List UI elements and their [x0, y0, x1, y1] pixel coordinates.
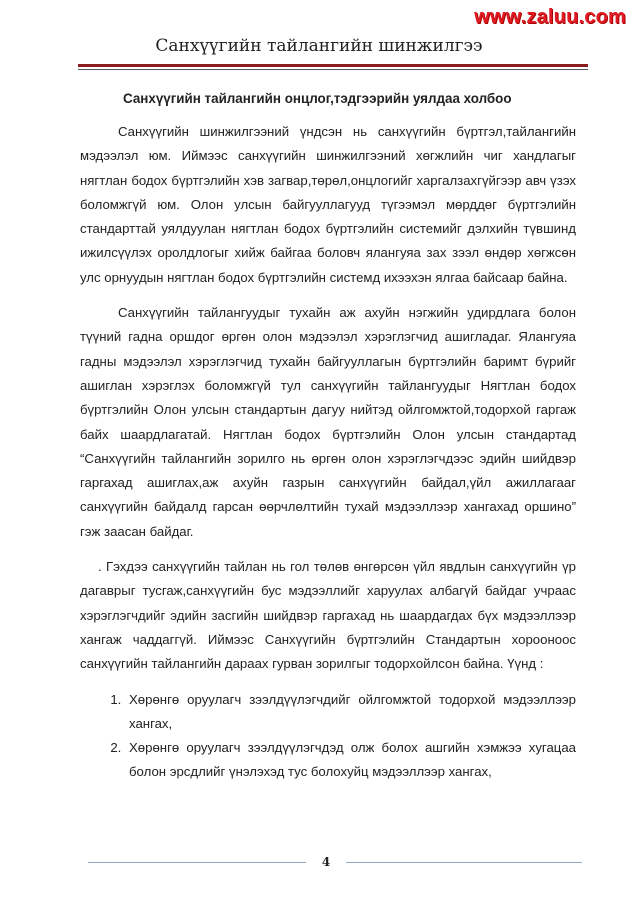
- page-number: 4: [321, 855, 331, 869]
- header-rule-thick: [78, 64, 588, 67]
- section-heading: Санхүүгийн тайлангийн онцлог,тэдгээрийн уялдаа холбоо: [123, 91, 512, 106]
- list-item: 2. Хөрөнгө оруулагч зээлдүүлэгчдэд олж болох ашгийн хэмжээ хугацаа болон эрсдлийг үнэлэхэд тус болохуйц мэдээллээр хангах,: [125, 736, 576, 785]
- list-item: 1. Хөрөнгө оруулагч зээлдүүлэгчдийг ойлгомжтой тодорхой мэдээллээр хангах,: [125, 688, 576, 737]
- header-rule-thin: [78, 69, 588, 70]
- footer-rule-right: [346, 862, 582, 863]
- page-header-title: Санхүүгийн тайлангийн шинжилгээ: [155, 36, 483, 56]
- paragraph-2: Санхүүгийн тайлангуудыг тухайн аж ахуйн нэгжийн удирдлага болон түүний гадна оршдог өргөн олон мэдээлэл хэрэглэгчид ашигладаг. Ялангуяа гадны мэдээлэл хэрэглэгчид тухайн байгууллагын бүртгэлийн баримт бүрийг ашиглан хэрэглэх боломжгүй тул санхүүгийн тайлангуудыг Нягтлан бодох бүртгэлийн Олон улсын стандартын дагуу нийтэд ойлгомжтой,тодорхой гаргаж байх шаардлагатай. Нягтлан бодох бүртгэлийн Олон улсын стандартад “Санхүүгийн тайлангийн зорилго нь өргөн олон хэрэглэгчдээс эдийн шийдвэр гаргахад ашиглах,аж ахуйн газрын санхүүгийн байдал,үйл ажиллагааг санхүүгийн байдалд гарсан өөрчлөлтийн тухай мэдээллээр хангахад оршино” гэж заасан байдаг.: [80, 305, 576, 539]
- document-body: [80, 88, 576, 785]
- footer-rule-left: [88, 862, 306, 863]
- paragraph-1: Санхүүгийн шинжилгээний үндсэн нь санхүүгийн бүртгэл,тайлангийн мэдээлэл юм. Иймээс санхүүгийн шинжилгээний хөгжлийн чиг хандлагыг нягтлан бодох бүртгэлийн хэв загвар,төрөл,онцлогийг харгалзахгүйгээр авч үзэх боломжгүй юм. Олон улсын байгууллагууд түгээмэл мөрддөг бүртгэлийн стандарттай уялдуулан нягтлан бодох бүртгэлийн системийг дэлхийн түвшинд ижилсүүлэх оролдлогыг хийж байгаа боловч ялангуяа зах зээл өндөр хөгжсөн улс орнуудын нягтлан бодох бүртгэлийн системд ихээхэн ялгаа байсаар байна.: [80, 124, 576, 285]
- paragraph-3: . Гэхдээ санхүүгийн тайлан нь гол төлөв өнгөрсөн үйл явдлын санхүүгийн үр дагаврыг тусгаж,санхүүгийн бус мэдээллийг харуулах албагүй байдаг учраас хэрэглэгчдийг эдийн засгийн шийдвэр гаргахад нь шаардагдах бүх мэдээллээр хангаж чаддаггүй. Иймээс Санхүүгийн бүртгэлийн Стандартын хорооноос санхүүгийн тайлангийн дараах гурван зорилгыг тодорхойлсон байна. Үүнд :: [80, 559, 576, 672]
- objectives-list: [80, 688, 576, 785]
- watermark-logo: www.zaluu.com: [474, 6, 626, 28]
